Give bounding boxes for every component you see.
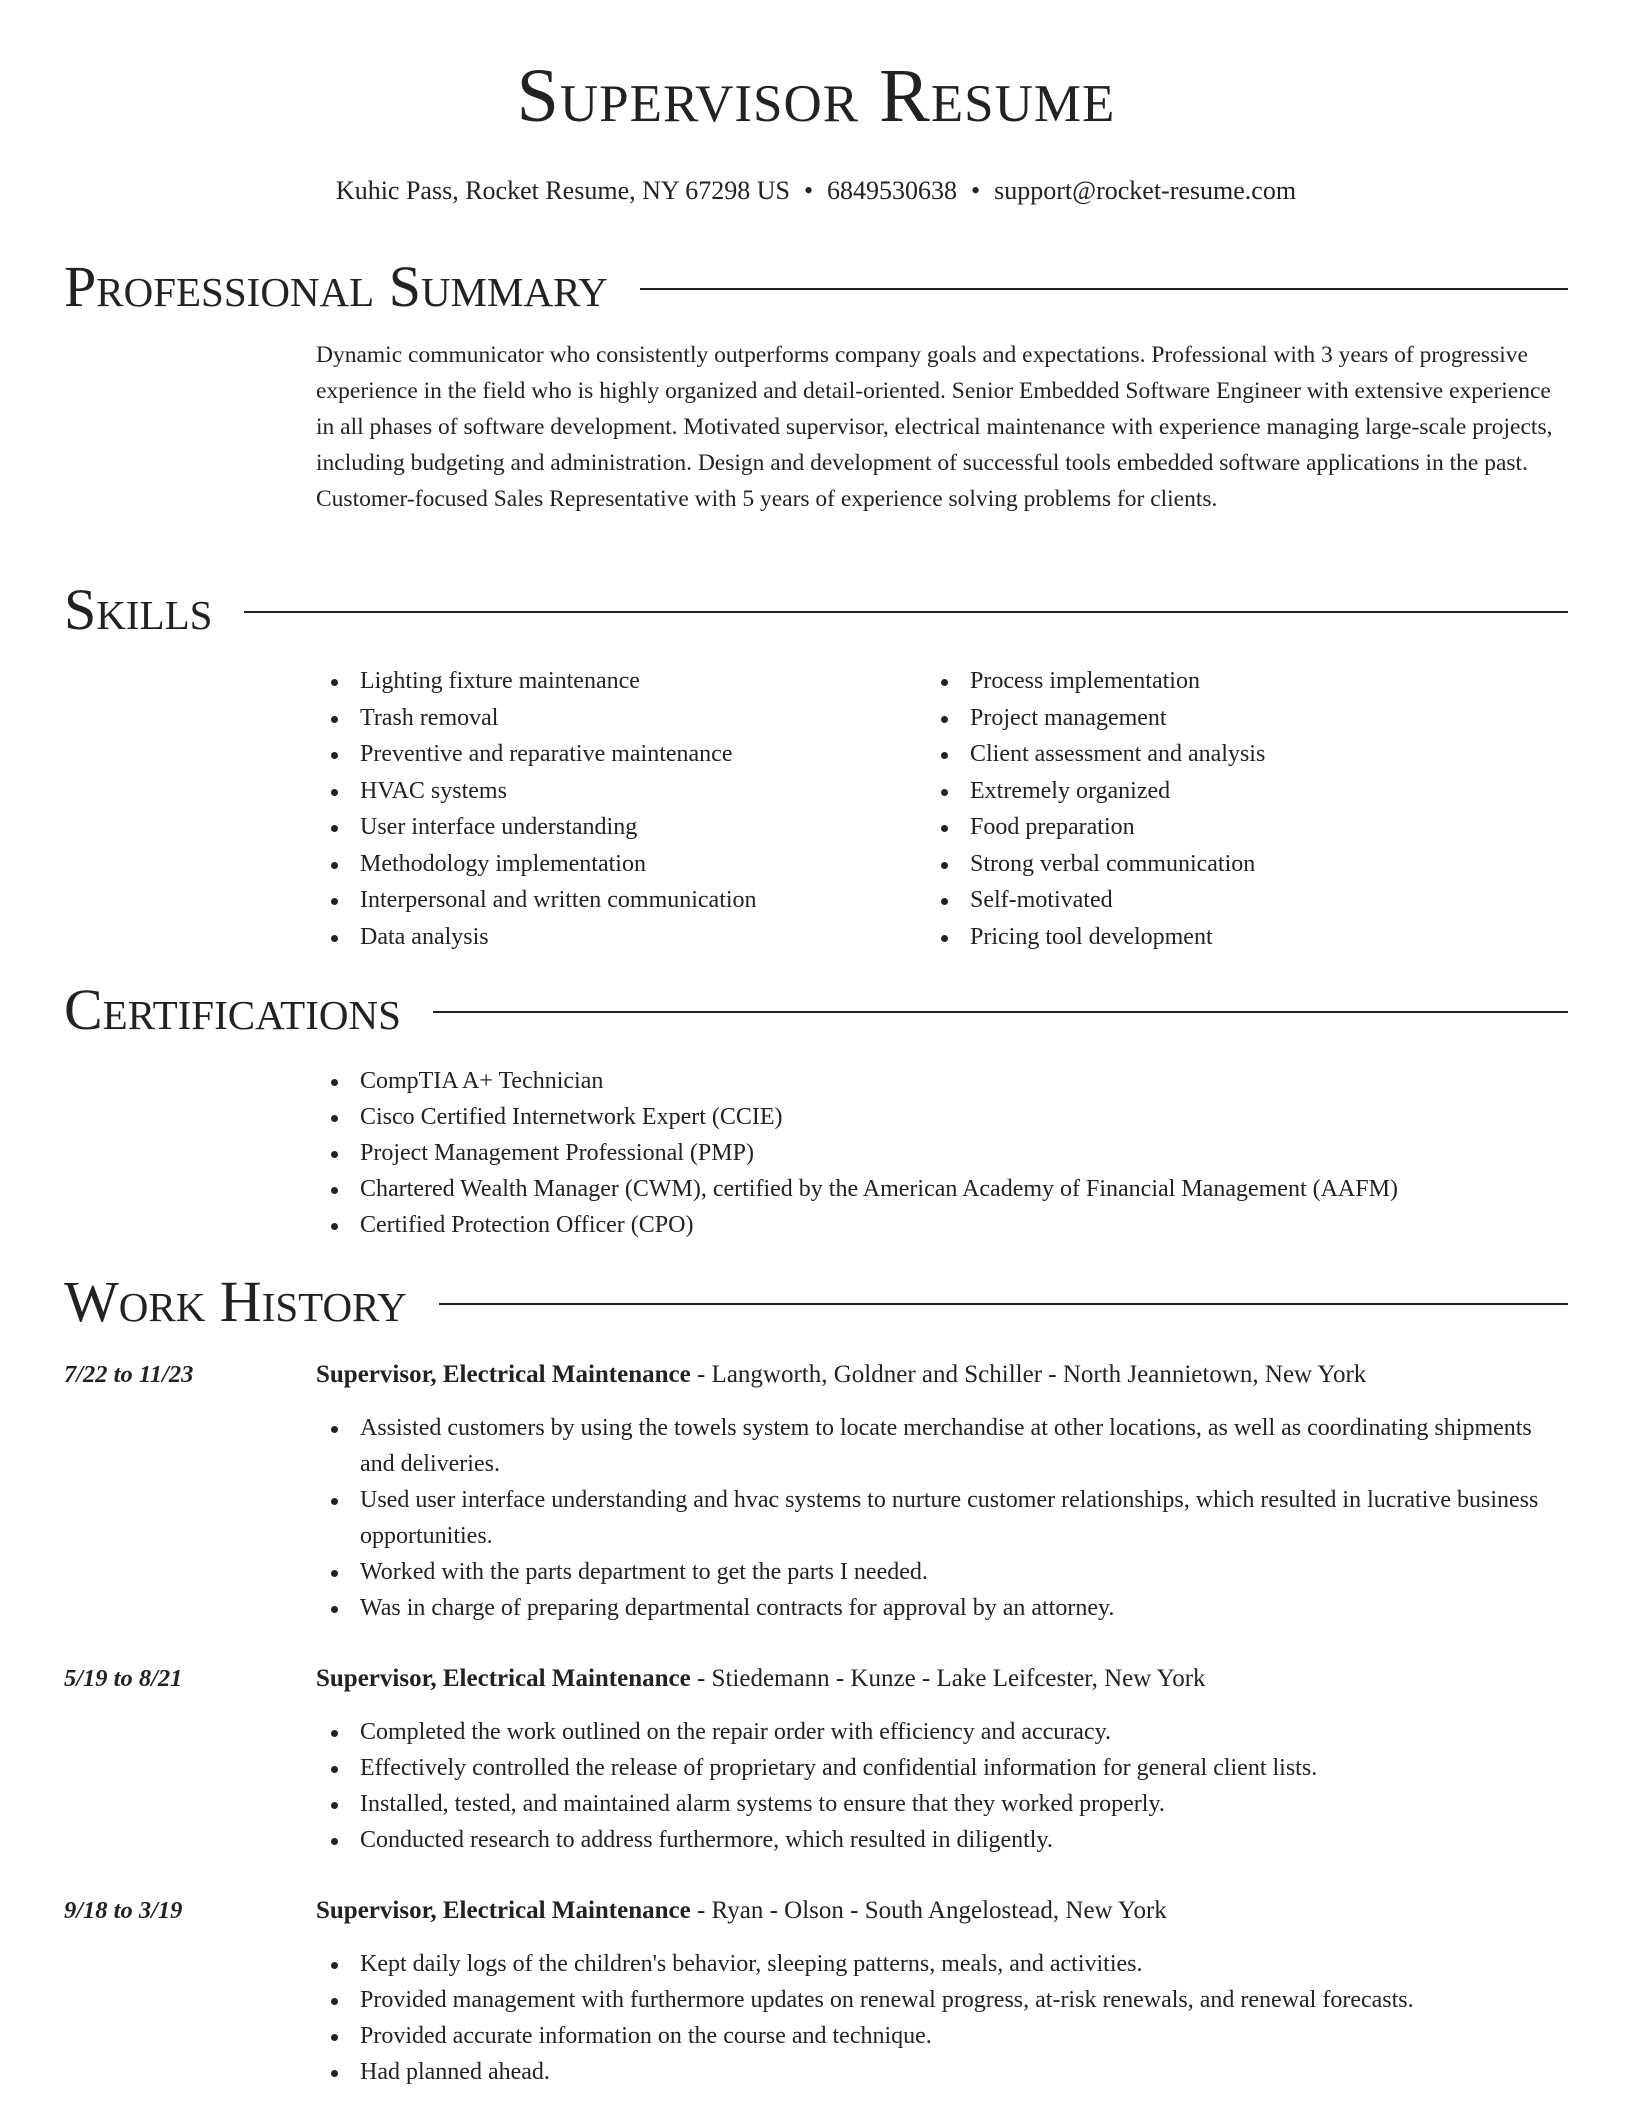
job-bullet: Kept daily logs of the children's behavior, sleeping patterns, meals, and activities. (316, 1946, 1566, 1982)
summary-heading: Professional Summary (64, 254, 608, 319)
job-role: Supervisor, Electrical Maintenance (316, 1897, 691, 1924)
skill-item: Extremely organized (926, 773, 1526, 810)
certifications-list (316, 1063, 1566, 1243)
job-bullets (316, 1946, 1566, 2090)
job-bullet: Provided accurate information on the course and technique. (316, 2018, 1566, 2054)
certification-item: Project Management Professional (PMP) (316, 1135, 1566, 1171)
certification-item: Cisco Certified Internetwork Expert (CCIE) (316, 1099, 1566, 1135)
section-divider (433, 1011, 1568, 1013)
contact-phone: 6849530638 (827, 176, 958, 205)
contact-separator: • (971, 176, 981, 205)
certification-item: Chartered Wealth Manager (CWM), certified by the American Academy of Financial Management (AAFM) (316, 1171, 1566, 1207)
skill-item: Strong verbal communication (926, 846, 1526, 883)
skill-item: Methodology implementation (316, 846, 916, 883)
skill-item: Interpersonal and written communication (316, 882, 916, 919)
job-bullet: Assisted customers by using the towels system to locate merchandise at other locations, as well as coordinating shipments and deliveries. (316, 1410, 1566, 1482)
certification-item: CompTIA A+ Technician (316, 1063, 1566, 1099)
job-role: Supervisor, Electrical Maintenance (316, 1665, 691, 1692)
job-bullet: Was in charge of preparing departmental contracts for approval by an attorney. (316, 1590, 1566, 1626)
skill-item: Project management (926, 700, 1526, 737)
skills-heading: Skills (64, 577, 213, 642)
job-bullets (316, 1714, 1566, 1858)
skill-item: Preventive and reparative maintenance (316, 736, 916, 773)
job-details: - Ryan - Olson - South Angelostead, New York (690, 1897, 1167, 1924)
skill-item: Process implementation (926, 663, 1526, 700)
skills-right-column (926, 663, 1526, 955)
section-divider (244, 611, 1568, 613)
job-bullet: Had planned ahead. (316, 2054, 1566, 2090)
skill-item: Self-motivated (926, 882, 1526, 919)
contact-line (0, 176, 1632, 206)
job-dates: 9/18 to 3/19 (64, 1897, 183, 1924)
certifications-section-header (64, 977, 1568, 1042)
job-dates: 7/22 to 11/23 (64, 1361, 194, 1388)
job-bullet: Used user interface understanding and hvac systems to nurture customer relationships, which resulted in lucrative business opportunities. (316, 1482, 1566, 1554)
skills-section-header (64, 577, 1568, 642)
contact-address: Kuhic Pass, Rocket Resume, NY 67298 US (335, 176, 790, 205)
job-bullets (316, 1410, 1566, 1626)
skill-item: User interface understanding (316, 809, 916, 846)
skill-item: Trash removal (316, 700, 916, 737)
job-details: - Langworth, Goldner and Schiller - North Jeannietown, New York (690, 1361, 1367, 1388)
job-bullet: Installed, tested, and maintained alarm systems to ensure that they worked properly. (316, 1786, 1566, 1822)
job-title-line (316, 1359, 1566, 1391)
job-role: Supervisor, Electrical Maintenance (316, 1361, 691, 1388)
skill-item: HVAC systems (316, 773, 916, 810)
section-divider (439, 1303, 1568, 1305)
job-dates: 5/19 to 8/21 (64, 1665, 183, 1692)
job-bullet: Worked with the parts department to get the parts I needed. (316, 1554, 1566, 1590)
job-bullet: Provided management with furthermore updates on renewal progress, at-risk renewals, and renewal forecasts. (316, 1982, 1566, 2018)
skill-item: Client assessment and analysis (926, 736, 1526, 773)
skills-left-column (316, 663, 916, 955)
job-bullet: Conducted research to address furthermore, which resulted in diligently. (316, 1822, 1566, 1858)
certification-item: Certified Protection Officer (CPO) (316, 1207, 1566, 1243)
job-bullet: Completed the work outlined on the repair order with efficiency and accuracy. (316, 1714, 1566, 1750)
work-history-section-header (64, 1269, 1568, 1334)
job-details: - Stiedemann - Kunze - Lake Leifcester, New York (690, 1665, 1206, 1692)
summary-section-header (64, 254, 1568, 319)
page-title: Supervisor Resume (516, 54, 1116, 138)
work-history-heading: Work History (64, 1269, 407, 1334)
job-title-line (316, 1663, 1566, 1695)
section-divider (640, 288, 1568, 290)
skill-item: Lighting fixture maintenance (316, 663, 916, 700)
job-title-line (316, 1895, 1566, 1927)
skill-item: Data analysis (316, 919, 916, 956)
summary-text: Dynamic communicator who consistently outperforms company goals and expectations. Professional with 3 years of progressive experience in the field who is highly organized and detail-oriented. Senior Embedded Software Engineer with extensive experience in all phases of software development. Motivated supervisor, electrical maintenance with experience managing large-scale projects, including budgeting and administration. Design and development of successful tools embedded software applications in the past. Customer-focused Sales Representative with 5 years of experience solving problems for clients. (316, 342, 1553, 512)
skill-item: Pricing tool development (926, 919, 1526, 956)
contact-separator: • (803, 176, 814, 205)
certifications-heading: Certifications (64, 977, 401, 1042)
job-bullet: Effectively controlled the release of proprietary and confidential information for general client lists. (316, 1750, 1566, 1786)
skill-item: Food preparation (926, 809, 1526, 846)
contact-email: support@rocket-resume.com (994, 176, 1297, 205)
